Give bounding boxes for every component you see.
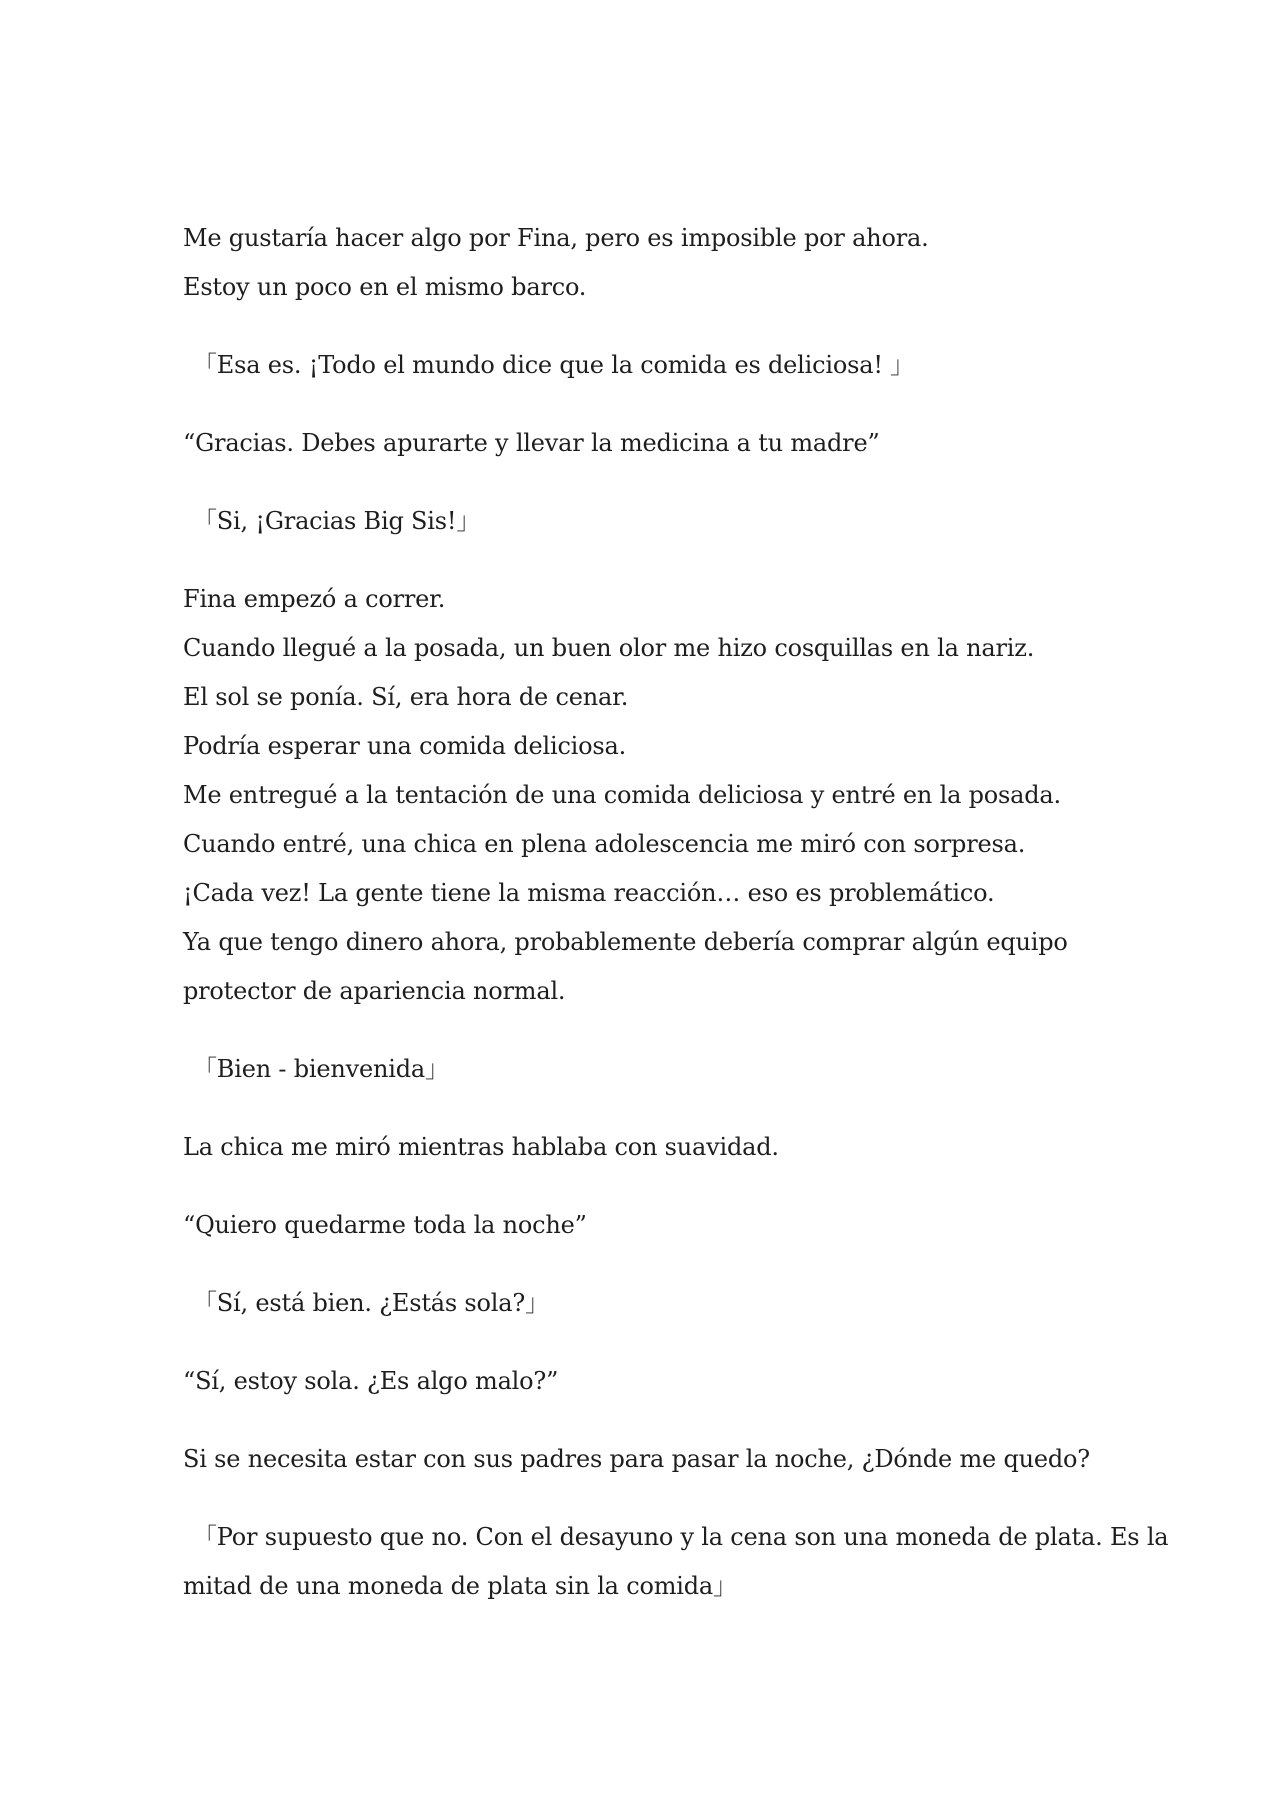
text-line: Me entregué a la tentación de una comida deliciosa y entré en la posada. <box>183 781 1061 809</box>
dialogue-line: 「Si, ¡Gracias Big Sis!」 <box>193 507 481 535</box>
text-line: Cuando entré, una chica en plena adolescencia me miró con sorpresa. <box>183 830 1026 858</box>
text-line: protector de apariencia normal. <box>183 977 566 1005</box>
text-line: Ya que tengo dinero ahora, probablemente debería comprar algún equipo <box>183 928 1068 956</box>
text-line: Fina empezó a correr. <box>183 585 446 613</box>
dialogue-line: “Quiero quedarme toda la noche” <box>183 1211 587 1239</box>
dialogue-line: 「Bien - bienvenida」 <box>193 1055 449 1083</box>
dialogue-line: 「Esa es. ¡Todo el mundo dice que la comida es deliciosa! 」 <box>193 351 914 379</box>
text-line: mitad de una moneda de plata sin la comida」 <box>183 1572 737 1600</box>
text-line: El sol se ponía. Sí, era hora de cenar. <box>183 683 629 711</box>
dialogue-line: “Sí, estoy sola. ¿Es algo malo?” <box>183 1367 559 1395</box>
text-line: ¡Cada vez! La gente tiene la misma reacción… eso es problemático. <box>183 879 995 907</box>
text-line: La chica me miró mientras hablaba con suavidad. <box>183 1133 779 1161</box>
text-line: Me gustaría hacer algo por Fina, pero es imposible por ahora. <box>183 224 929 252</box>
text-line: Si se necesita estar con sus padres para pasar la noche, ¿Dónde me quedo? <box>183 1445 1090 1473</box>
text-line: Estoy un poco en el mismo barco. <box>183 273 587 301</box>
document-body <box>183 214 1169 1611</box>
text-line: Podría esperar una comida deliciosa. <box>183 732 627 760</box>
dialogue-line: 「Por supuesto que no. Con el desayuno y la cena son una moneda de plata. Es la <box>193 1523 1169 1551</box>
dialogue-line: 「Sí, está bien. ¿Estás sola?」 <box>193 1289 549 1317</box>
dialogue-line: “Gracias. Debes apurarte y llevar la medicina a tu madre” <box>183 429 880 457</box>
text-line: Cuando llegué a la posada, un buen olor me hizo cosquillas en la nariz. <box>183 634 1035 662</box>
